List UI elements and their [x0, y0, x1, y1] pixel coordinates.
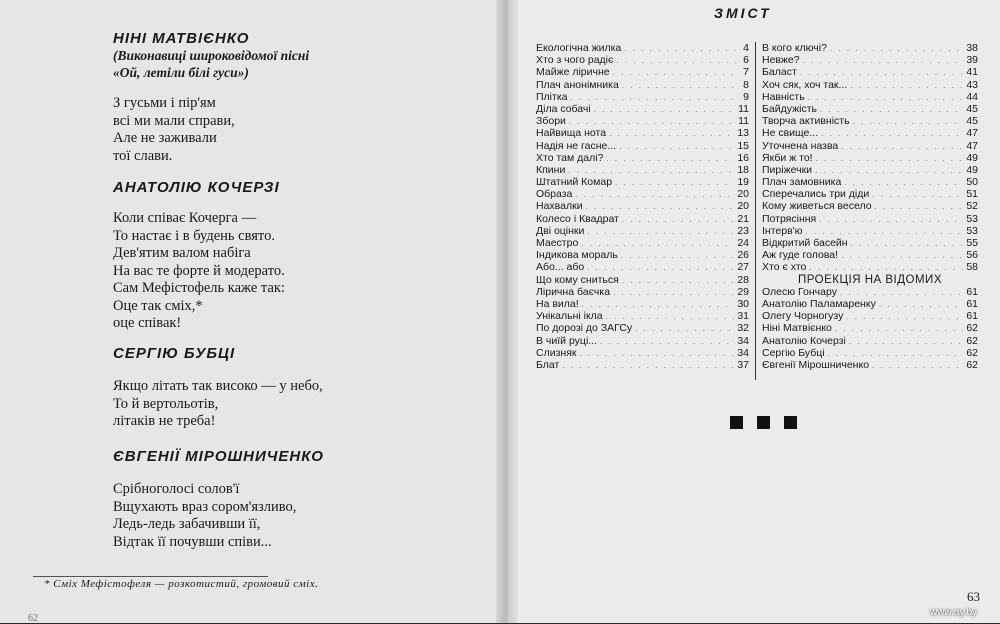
watermark: www.ay.by [930, 607, 978, 618]
ornament-square [730, 416, 743, 429]
toc-entry-page: 19 [737, 176, 749, 189]
toc-entry-title: Навність [762, 90, 805, 103]
toc-entry-title: Кому живеться весело [762, 200, 872, 213]
toc-entry-title: Або... або [536, 261, 585, 274]
toc-entry [536, 249, 749, 261]
toc-entry-page: 45 [966, 115, 978, 128]
verse-line: всі ми мали справи, [113, 112, 235, 129]
toc-entry-title: Не свище... [762, 127, 819, 140]
toc-entry-page: 37 [737, 358, 749, 371]
toc-dot-leader [872, 189, 963, 201]
toc-entry-page: 62 [966, 334, 978, 347]
toc-entry [762, 237, 978, 249]
toc-dot-leader [615, 177, 734, 189]
toc-entry-title: Кпини [536, 163, 566, 176]
toc-entry-title: Уточнена назва [762, 139, 839, 152]
toc-entry-page: 62 [966, 358, 978, 371]
toc-entry [762, 188, 978, 200]
toc-dot-leader [872, 360, 963, 372]
toc-entry-title: Хто є хто [762, 261, 807, 274]
toc-entry-page: 56 [966, 249, 978, 262]
toc-entry-title: Збори [536, 115, 566, 128]
toc-entry [536, 54, 749, 66]
toc-title: ЗМІСТ [714, 5, 772, 21]
poem-heading: ЄВГЕНІЇ МІРОШНИЧЕНКО [113, 448, 324, 465]
toc-entry-page: 41 [966, 66, 978, 79]
toc-entry-title: По дорозі до ЗАГСу [536, 322, 633, 335]
verse-line: На вас те форте й модерато. [113, 262, 285, 279]
toc-dot-leader [622, 80, 740, 92]
poem-subheading: «Ой, летіли білі гуси») [113, 65, 249, 80]
toc-entry [762, 115, 978, 127]
toc-entry [536, 359, 749, 371]
toc-entry-title: Нахвалки [536, 200, 583, 213]
toc-entry [536, 127, 749, 139]
toc-dot-leader [616, 55, 740, 67]
toc-entry [536, 298, 749, 310]
toc-entry [536, 200, 749, 212]
toc-dot-leader [587, 226, 734, 238]
toc-entry-page: 45 [966, 102, 978, 115]
verse-line: То настає і в будень свято. [113, 227, 275, 244]
toc-entry [762, 164, 978, 176]
toc-entry [536, 91, 749, 103]
verse-line: літаків не треба! [113, 413, 216, 429]
toc-entry-title: Що кому сниться [536, 273, 619, 286]
toc-dot-leader [821, 128, 963, 140]
toc-entry [762, 261, 978, 273]
toc-entry [762, 359, 978, 371]
toc-entry-title: Екологічна жилка [536, 42, 622, 54]
poem-heading: СЕРГІЮ БУБЦІ [113, 345, 236, 362]
toc-entry-page: 61 [966, 297, 978, 310]
toc-entry-title: Образа [536, 188, 573, 201]
toc-entry-page: 15 [737, 139, 749, 152]
toc-entry-title: Потрясіння [762, 212, 817, 225]
toc-entry [536, 152, 749, 164]
toc-dot-leader [635, 323, 734, 335]
book-gutter [496, 0, 518, 623]
verse-line: Ледь-ледь забачивши її, [113, 516, 261, 532]
toc-entry-title: Колесо і Квадрат [536, 212, 619, 225]
toc-dot-leader [613, 287, 734, 299]
toc-entry-title: В чиїй руці... [536, 334, 598, 347]
toc-entry-page: 61 [966, 285, 978, 298]
verse-line: Дев'ятим валом набіга [113, 245, 251, 261]
toc-entry [536, 188, 749, 200]
toc-subsection-heading: ПРОЕКЦІЯ НА ВІДОМИХ [798, 273, 942, 286]
toc-entry-title: Хто там далі? [536, 151, 604, 164]
verse-line: Сам Мефістофель каже так: [113, 280, 285, 296]
toc-entry-title: Хоч сяк, хоч так... [762, 78, 848, 91]
poem-heading: НІНІ МАТВІЄНКО [113, 30, 250, 47]
toc-entry-page: 18 [737, 163, 749, 176]
toc-entry [536, 115, 749, 127]
toc-entry-title: Маестро [536, 237, 579, 249]
toc-entry-title: В кого ключі? [762, 42, 827, 54]
toc-dot-leader [622, 214, 734, 226]
toc-entry-page: 39 [966, 54, 978, 67]
toc-dot-leader [809, 262, 963, 274]
toc-dot-leader [846, 311, 963, 323]
toc-entry-page: 26 [737, 249, 749, 262]
toc-entry [536, 176, 749, 188]
toc-dot-leader [841, 250, 963, 262]
toc-dot-leader [841, 141, 963, 153]
toc-entry [536, 310, 749, 322]
toc-entry [762, 42, 978, 54]
toc-entry-page: 30 [737, 297, 749, 310]
toc-entry [536, 66, 749, 78]
toc-dot-leader [816, 153, 964, 165]
toc-entry [536, 42, 749, 54]
toc-entry [762, 213, 978, 225]
ornament-square [757, 416, 770, 429]
toc-entry [536, 103, 749, 115]
toc-entry-page: 58 [966, 261, 978, 274]
toc-entry-page: 61 [966, 310, 978, 323]
toc-entry-title: Блат [536, 358, 560, 371]
toc-entry-title: Сергію Бубці [762, 346, 825, 359]
toc-entry-page: 44 [966, 90, 978, 103]
toc-entry-title: Діла собачі [536, 102, 591, 115]
toc-entry-title: Баласт [762, 66, 797, 79]
verse-line: Коли співає Кочерга — [113, 210, 257, 226]
toc-dot-leader [606, 153, 734, 165]
toc-entry-page: 16 [737, 151, 749, 164]
toc-entry-title: Ніні Матвієнко [762, 322, 832, 335]
toc-dot-leader [849, 336, 963, 348]
toc-entry-page: 55 [966, 237, 978, 249]
poem-nini-matviienko [113, 30, 309, 165]
toc-entry [762, 200, 978, 212]
toc-entry [762, 127, 978, 139]
toc-entry-title: Лірична баєчка [536, 285, 611, 298]
toc-entry-title: Надія не гасне... [536, 139, 617, 152]
toc-dot-leader [853, 116, 964, 128]
toc-dot-leader [562, 360, 734, 372]
toc-entry-page: 9 [743, 90, 749, 103]
toc-entry-title: Якби ж то! [762, 151, 813, 164]
poem-serhii-bubka [113, 345, 323, 431]
toc-entry [762, 225, 978, 237]
poem-yevheniia-miroshnychenko [113, 448, 324, 551]
toc-entry-page: 31 [737, 310, 749, 323]
toc-entry [762, 347, 978, 359]
toc-entry-page: 52 [966, 200, 978, 213]
toc-entry-page: 21 [737, 212, 749, 225]
toc-entry-title: Олесю Гончару [762, 285, 837, 298]
toc-entry-title: Аж гуде голова! [762, 249, 839, 262]
toc-entry-page: 13 [737, 127, 749, 140]
toc-entry-page: 29 [737, 285, 749, 298]
verse-line: То й вертольотів, [113, 395, 219, 412]
toc-entry-title: Слизняк [536, 346, 577, 359]
verse-line: Оце так сміх,* [113, 297, 203, 314]
toc-entry-page: 4 [743, 42, 749, 54]
toc-entry-page: 47 [966, 139, 978, 152]
toc-entry [536, 335, 749, 347]
toc-dot-leader [819, 214, 963, 226]
toc-entry [762, 298, 978, 310]
toc-entry [536, 286, 749, 298]
toc-entry-title: Плач анонімника [536, 78, 619, 91]
toc-entry [536, 213, 749, 225]
footnote: * Сміх Мефістофеля — розкотистий, громовий сміх. [44, 578, 319, 590]
toc-column-1 [536, 42, 749, 371]
toc-dot-leader [619, 141, 734, 153]
toc-dot-leader [803, 55, 964, 67]
toc-entry-page: 7 [743, 66, 749, 79]
toc-entry-title: Дві оцінки [536, 224, 585, 237]
toc-entry [762, 335, 978, 347]
toc-entry-page: 62 [966, 346, 978, 359]
toc-entry-page: 11 [738, 102, 749, 115]
footnote-divider [33, 576, 268, 577]
toc-entry-page: 24 [737, 237, 749, 249]
toc-entry-title: Найвища нота [536, 127, 607, 140]
toc-entry-title: На вила! [536, 297, 579, 310]
toc-entry-title: Інтерв'ю [762, 224, 803, 237]
toc-entry-title: Плач замовника [762, 176, 842, 189]
toc-dot-leader [600, 336, 734, 348]
page-number-right: 63 [967, 589, 980, 604]
toc-dot-leader [582, 299, 735, 311]
toc-entry [536, 261, 749, 273]
verse-line: Вщухають враз сором'язливо, [113, 498, 297, 515]
toc-dot-leader [622, 275, 735, 287]
toc-entry [762, 103, 978, 115]
toc-entry [536, 225, 749, 237]
toc-entry-page: 38 [966, 42, 978, 54]
toc-entry-title: Унікальні ікла [536, 310, 603, 323]
verse-line: Але не заживали [113, 130, 217, 146]
toc-entry-title: Пиріжечки [762, 163, 813, 176]
toc-entry [762, 286, 978, 298]
toc-entry-page: 51 [966, 188, 978, 201]
toc-entry-page: 49 [966, 163, 978, 176]
toc-entry-title: Відкритий басейн [762, 237, 848, 249]
toc-entry [536, 274, 749, 286]
toc-entry-page: 53 [966, 212, 978, 225]
toc-entry-page: 23 [737, 224, 749, 237]
toc-entry [536, 79, 749, 91]
poem-subheading: (Виконавиці широковідомої пісні [113, 48, 310, 63]
toc-entry [762, 249, 978, 261]
toc-entry-page: 34 [737, 334, 749, 347]
toc-entry-page: 43 [966, 78, 978, 91]
toc-entry-page: 49 [966, 151, 978, 164]
toc-entry [762, 310, 978, 322]
verse-line: Якщо літать так високо — у небо, [113, 378, 323, 394]
verse-line: З гусьми і пір'ям [113, 95, 216, 111]
toc-column-divider [755, 42, 756, 380]
toc-entry [536, 140, 749, 152]
toc-dot-leader [621, 250, 735, 262]
toc-dot-leader [575, 189, 734, 201]
toc-entry-page: 20 [737, 200, 749, 213]
ornament-square [784, 416, 797, 429]
toc-dot-leader [579, 348, 734, 360]
toc-entry [536, 237, 749, 249]
toc-dot-leader [850, 80, 963, 92]
toc-dot-leader [808, 92, 964, 104]
toc-dot-leader [851, 238, 964, 250]
toc-dot-leader [624, 43, 740, 55]
toc-entry [536, 347, 749, 359]
toc-entry-page: 50 [966, 176, 978, 189]
toc-entry-page: 8 [743, 78, 749, 91]
toc-entry-page: 11 [738, 115, 749, 128]
toc-entry-title: Анатолію Кочерзі [762, 334, 846, 347]
toc-entry [762, 54, 978, 66]
toc-entry-page: 47 [966, 127, 978, 140]
toc-entry [536, 164, 749, 176]
toc-entry [762, 66, 978, 78]
toc-entry [762, 140, 978, 152]
toc-entry [762, 322, 978, 334]
toc-dot-leader [830, 43, 963, 55]
toc-entry [762, 176, 978, 188]
toc-entry [762, 79, 978, 91]
poem-anatolii-kocherga [113, 179, 285, 333]
toc-entry-title: Олегу Чорногузу [762, 310, 844, 323]
toc-entry-page: 27 [737, 261, 749, 274]
toc-entry-page: 32 [737, 322, 749, 335]
toc-entry-page: 34 [737, 346, 749, 359]
verse-line: Срібноголосі солов'ї [113, 481, 240, 497]
toc-entry-title: Євгенії Мірошниченко [762, 358, 870, 371]
toc-entry-page: 20 [737, 188, 749, 201]
toc-entry-title: Штатний Комар [536, 176, 613, 189]
toc-entry-title: Байдужість [762, 102, 817, 115]
verse-line: тої слави. [113, 147, 173, 164]
toc-entry [762, 152, 978, 164]
toc-entry-page: 6 [743, 54, 749, 67]
page-number-left: 62 [28, 613, 38, 624]
toc-entry-title: Плітка [536, 90, 568, 103]
toc-entry-title: Сперечались три діди [762, 188, 870, 201]
toc-entry-title: Індикова мораль [536, 249, 618, 262]
verse-line: оце співак! [113, 315, 182, 331]
toc-entry-title: Анатолію Паламаренку [762, 297, 876, 310]
toc-dot-leader [875, 201, 964, 213]
toc-entry-title: Хто з чого радіє [536, 54, 614, 67]
toc-dot-leader [879, 299, 963, 311]
toc-dot-leader [594, 104, 735, 116]
section-ornament [730, 416, 797, 429]
toc-dot-leader [835, 323, 963, 335]
toc-dot-leader [570, 92, 740, 104]
toc-entry-title: Невже? [762, 54, 800, 67]
toc-column-2 [762, 42, 978, 371]
toc-entry-page: 62 [966, 322, 978, 335]
toc-dot-leader [609, 128, 734, 140]
poem-heading: АНАТОЛІЮ КОЧЕРЗІ [113, 179, 280, 196]
toc-entry-page: 53 [966, 224, 978, 237]
toc-entry-page: 28 [737, 273, 749, 286]
verse-line: Відтак її почувши співи... [113, 533, 272, 550]
toc-entry-title: Майже ліричне [536, 66, 610, 79]
toc-entry [536, 322, 749, 334]
toc-entry-title: Творча активність [762, 115, 850, 128]
toc-dot-leader [613, 67, 741, 79]
toc-entry [762, 91, 978, 103]
